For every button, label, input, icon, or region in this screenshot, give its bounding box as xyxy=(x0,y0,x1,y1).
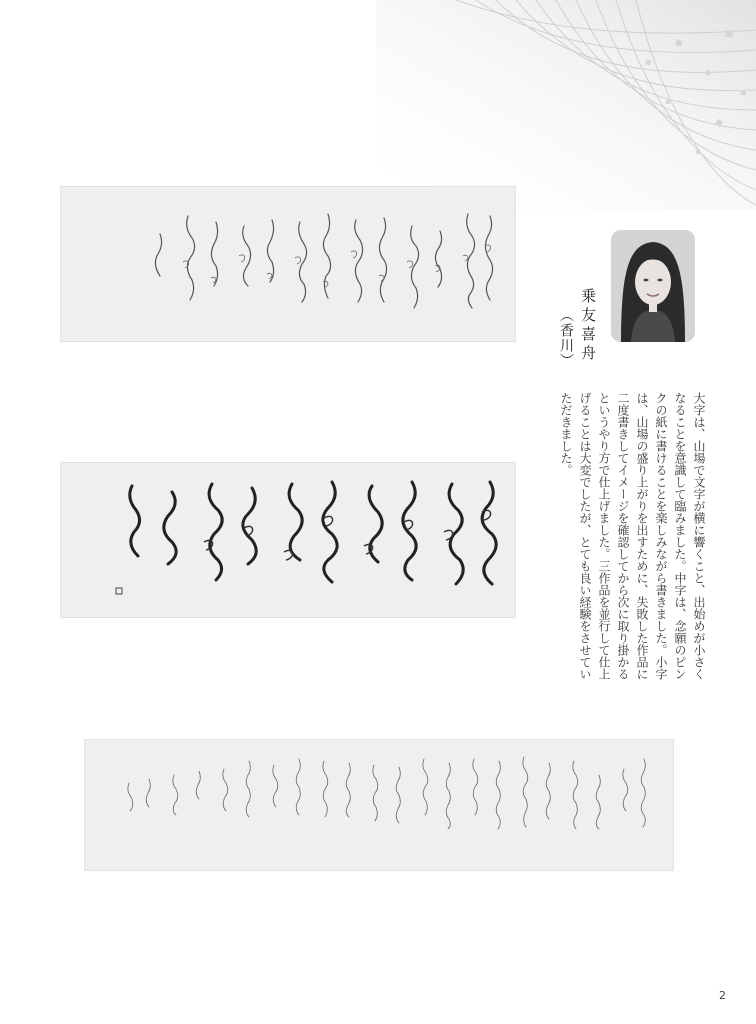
author-essay: 大字は、山場で文字が横に響くこと、出始めが小さくなることを意識して臨みました。中字は、念願のピンクの紙に書けることを楽しみながら書きました。小字は、山場の盛り上がりを出すために、失敗した作品に二度書きしてイメージを確認してから次に取り掛かるというやり方で仕上げました。三作品を並行して仕上げることは大変でしたが、とても良い経験をさせていただきました。 xyxy=(559,392,706,680)
decorative-wave-graphic xyxy=(376,0,756,210)
author-portrait xyxy=(611,230,695,342)
calligraphy-work-fine xyxy=(84,739,674,871)
calligraphy-work-large xyxy=(60,462,516,618)
calligraphy-image xyxy=(84,739,674,871)
calligraphy-image xyxy=(60,462,516,618)
calligraphy-image xyxy=(60,186,516,342)
author-region: （香川） xyxy=(558,308,574,368)
calligraphy-work-small xyxy=(60,186,516,342)
page-number: 2 xyxy=(719,989,726,1002)
portrait-photo xyxy=(611,230,695,342)
author-name: 乗友喜舟 xyxy=(579,288,597,364)
